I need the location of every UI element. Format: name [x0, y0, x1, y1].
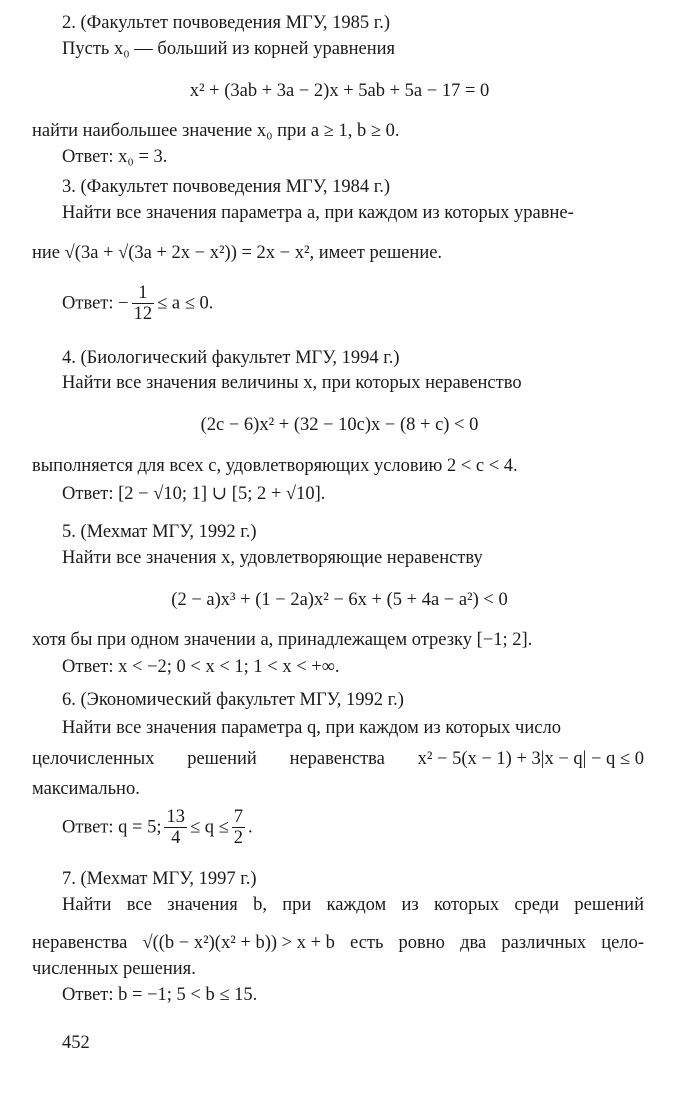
problem-2-condition: найти наибольшее значение x₀ при a ≥ 1, b ≥ 0. [32, 121, 400, 141]
problem-5-text: Найти все значения x, удовлетворяющие неравенству [62, 548, 483, 568]
problem-6-inequality-line [32, 748, 644, 770]
word: значения [167, 895, 238, 915]
problem-4-text: Найти все значения величины x, при которых неравенство [62, 373, 522, 393]
problem-6-text: Найти все значения параметра q, при каждом из которых число [62, 718, 561, 738]
problem-6-text-end: максимально. [32, 779, 140, 799]
problem-6-answer [62, 808, 253, 849]
problem-6-header: 6. (Экономический факультет МГУ, 1992 г.) [62, 690, 404, 710]
problem-5-condition: хотя бы при одном значении a, принадлежащем отрезку [−1; 2]. [32, 630, 533, 650]
word: неравенства [32, 933, 128, 953]
problem-2-equation: x² + (3ab + 3a − 2)x + 5ab + 5a − 17 = 0 [189, 81, 490, 101]
problem-7-answer: Ответ: b = −1; 5 < b ≤ 15. [62, 985, 258, 1005]
problem-2-text: Пусть x₀ — больший из корней уравнения [62, 39, 396, 59]
problem-7-text-end: численных решения. [32, 959, 196, 979]
problem-7-inequality-line [32, 932, 644, 954]
word: каждом [326, 895, 387, 915]
word: при [282, 895, 312, 915]
word: Найти [62, 895, 112, 915]
word: цело- [601, 933, 644, 953]
numerator: 7 [233, 807, 244, 827]
problem-5-equation: (2 − a)x³ + (1 − 2a)x² − 6x + (5 + 4a − a²) < 0 [171, 590, 508, 610]
answer-prefix: Ответ: − [62, 293, 129, 314]
word: различных [501, 933, 587, 953]
word: решений [187, 749, 257, 769]
word: ровно [398, 933, 445, 953]
problem-2-answer: Ответ: x₀ = 3. [62, 147, 168, 167]
problem-3-answer [62, 284, 213, 325]
fraction [164, 808, 187, 849]
denominator: 4 [171, 828, 181, 849]
word: все [126, 895, 153, 915]
problem-4-condition: выполняется для всех c, удовлетворяющих условию 2 < c < 4. [32, 456, 518, 476]
word: есть [350, 933, 384, 953]
fraction [132, 284, 155, 325]
problem-4-equation: (2c − 6)x² + (32 − 10c)x − (8 + c) < 0 [200, 415, 479, 435]
page-number: 452 [62, 1033, 90, 1053]
inequality: x² − 5(x − 1) + 3|x − q| − q ≤ 0 [417, 749, 644, 769]
word: два [460, 933, 487, 953]
word: целочисленных [32, 749, 155, 769]
problem-3-text: Найти все значения параметра a, при каждом из которых уравне- [62, 203, 574, 223]
answer-mid: ≤ q ≤ [189, 817, 229, 838]
denominator: 12 [133, 304, 153, 325]
word: b, [253, 895, 267, 915]
word: решений [574, 895, 644, 915]
denominator: 2 [233, 828, 244, 849]
problem-5-header: 5. (Мехмат МГУ, 1992 г.) [62, 522, 257, 542]
numerator: 13 [166, 807, 185, 827]
problem-4-answer: Ответ: [2 − √10; 1] ∪ [5; 2 + √10]. [62, 484, 326, 504]
fraction [232, 808, 245, 849]
word: среди [514, 895, 560, 915]
problem-2-header: 2. (Факультет почвоведения МГУ, 1985 г.) [62, 13, 390, 33]
inequality: √((b − x²)(x² + b)) > x + b [142, 933, 335, 953]
numerator: 1 [132, 284, 155, 304]
problem-7-header: 7. (Мехмат МГУ, 1997 г.) [62, 869, 257, 889]
problem-3-header: 3. (Факультет почвоведения МГУ, 1984 г.) [62, 177, 390, 197]
problem-7-text [62, 894, 644, 916]
answer-suffix: ≤ a ≤ 0. [157, 293, 214, 314]
word: из [401, 895, 419, 915]
problem-4-header: 4. (Биологический факультет МГУ, 1994 г.) [62, 348, 400, 368]
answer-prefix: Ответ: q = 5; [62, 817, 162, 838]
problem-3-equation-line: ние √(3a + √(3a + 2x − x²)) = 2x − x², имеет решение. [32, 243, 443, 263]
problem-5-answer: Ответ: x < −2; 0 < x < 1; 1 < x < +∞. [62, 657, 340, 677]
word: которых [434, 895, 500, 915]
word: неравенства [289, 749, 385, 769]
answer-suffix: . [248, 817, 253, 838]
